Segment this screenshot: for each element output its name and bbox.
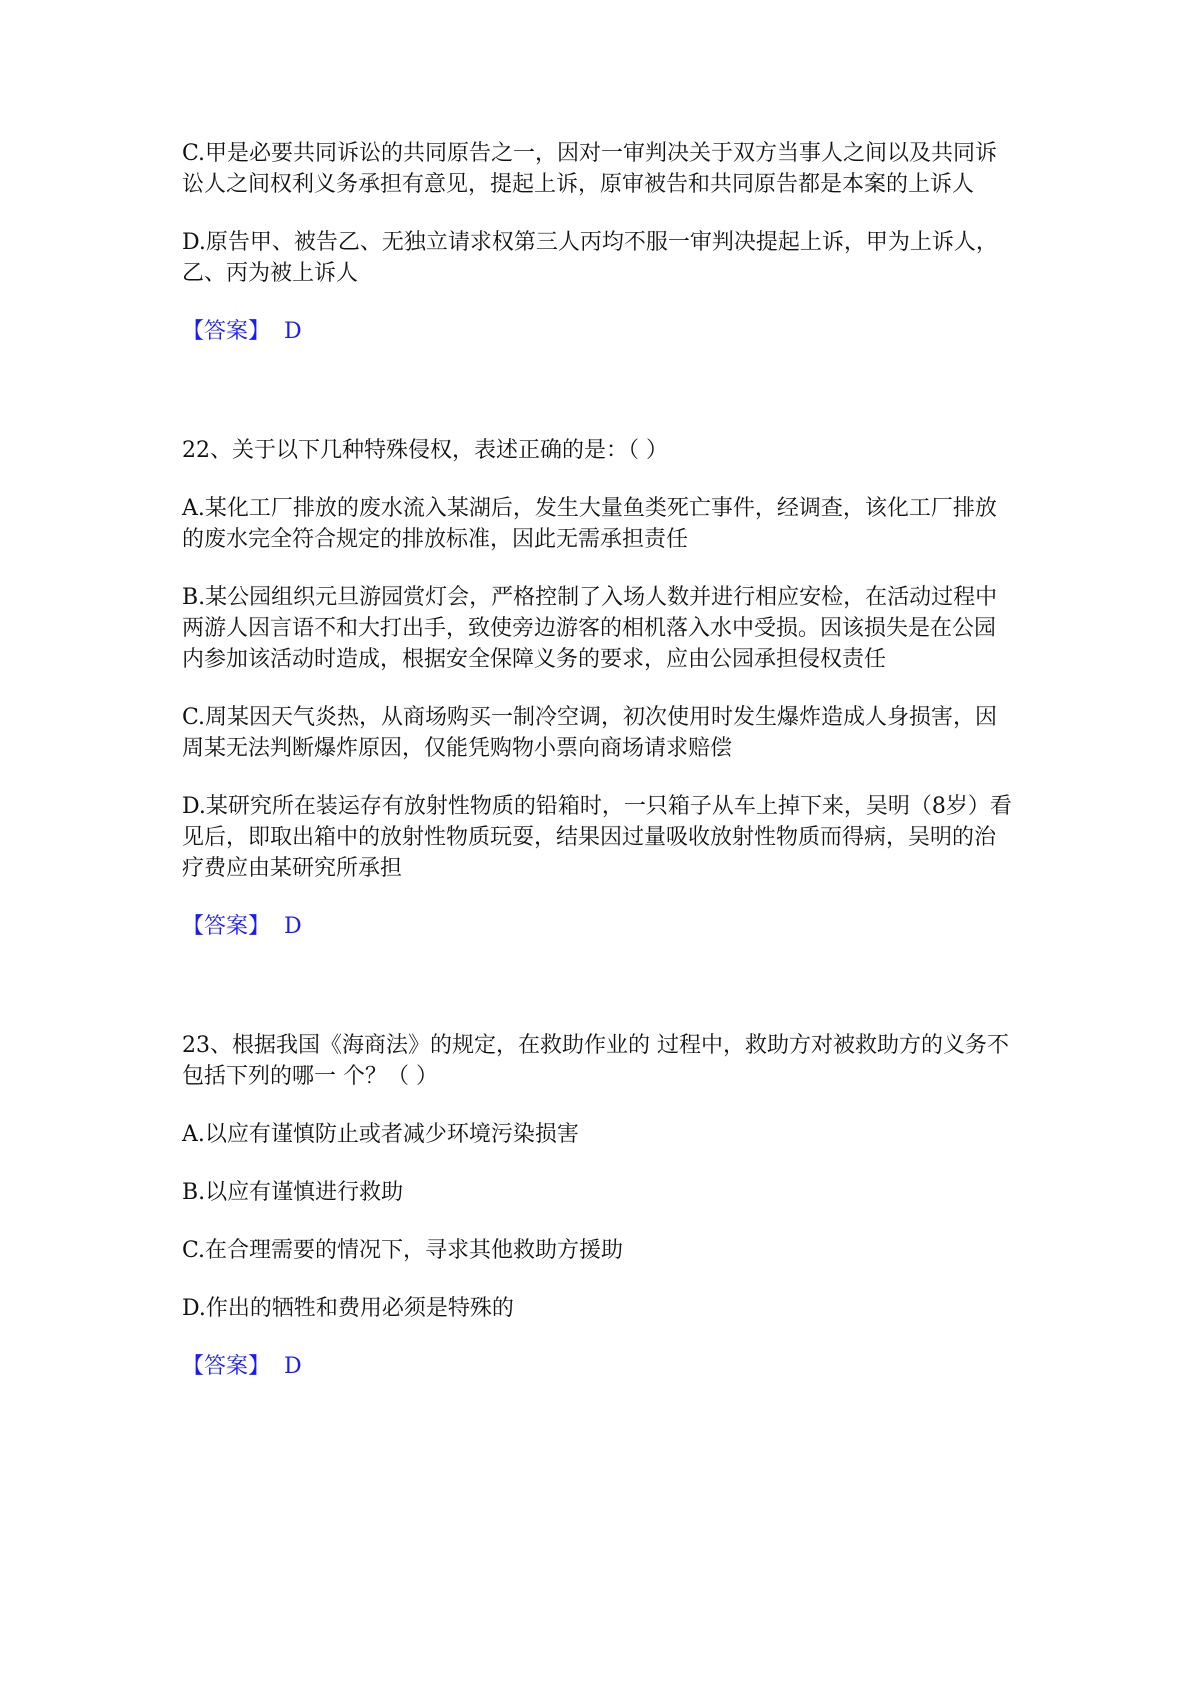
document-content <box>182 138 1012 1382</box>
q22-option-a: A.某化工厂排放的废水流入某湖后，发生大量鱼类死亡事件，经调查，该化工厂排放的废水完全符合规定的排放标准，因此无需承担责任 <box>182 496 997 552</box>
q22-option-c: C.周某因天气炎热，从商场购买一制冷空调，初次使用时发生爆炸造成人身损害，因周某无法判断爆炸原因，仅能凭购物小票向商场请求赔偿 <box>182 705 998 761</box>
q23-answer-label: 【答案】 <box>182 1354 271 1379</box>
q22-option-b: B.某公园组织元旦游园赏灯会，严格控制了入场人数并进行相应安检，在活动过程中两游人因言语不和大打出手，致使旁边游客的相机落入水中受损。因该损失是在公园内参加该活动时造成，根据安全保障义务的要求，应由公园承担侵权责任 <box>182 585 998 672</box>
q23-answer <box>182 1351 1012 1382</box>
q22-answer-value: D <box>284 914 302 939</box>
q22-question: 22、关于以下几种特殊侵权，表述正确的是：（ ） <box>182 438 668 463</box>
q23-option-c: C.在合理需要的情况下，寻求其他救助方援助 <box>182 1238 624 1263</box>
q23-question: 23、根据我国《海商法》的规定，在救助作业的 过程中，救助方对被救助方的义务不包括下列的哪一 个？（ ） <box>182 1033 1009 1089</box>
q22-option-d: D.某研究所在装运存有放射性物质的铅箱时，一只箱子从车上掉下来，吴明（8岁）看见后，即取出箱中的放射性物质玩耍，结果因过量吸收放射性物质而得病，吴明的治疗费应由某研究所承担 <box>182 794 1012 881</box>
q21-answer-value: D <box>284 319 302 344</box>
q21-answer-label: 【答案】 <box>182 319 271 344</box>
q23-answer-value: D <box>284 1354 302 1379</box>
q23-option-a: A.以应有谨慎防止或者减少环境污染损害 <box>182 1122 579 1147</box>
q22-answer <box>182 911 1012 942</box>
q23-option-d: D.作出的牺牲和费用必须是特殊的 <box>182 1296 514 1321</box>
q21-option-c: C.甲是必要共同诉讼的共同原告之一，因对一审判决关于双方当事人之间以及共同诉讼人之间权利义务承担有意见，提起上诉，原审被告和共同原告都是本案的上诉人 <box>182 141 998 197</box>
q23-option-b: B.以应有谨慎进行救助 <box>182 1180 404 1205</box>
q21-option-d: D.原告甲、被告乙、无独立请求权第三人丙均不服一审判决提起上诉，甲为上诉人，乙、丙为被上诉人 <box>182 230 998 286</box>
q21-answer <box>182 316 1012 347</box>
q22-answer-label: 【答案】 <box>182 914 271 939</box>
